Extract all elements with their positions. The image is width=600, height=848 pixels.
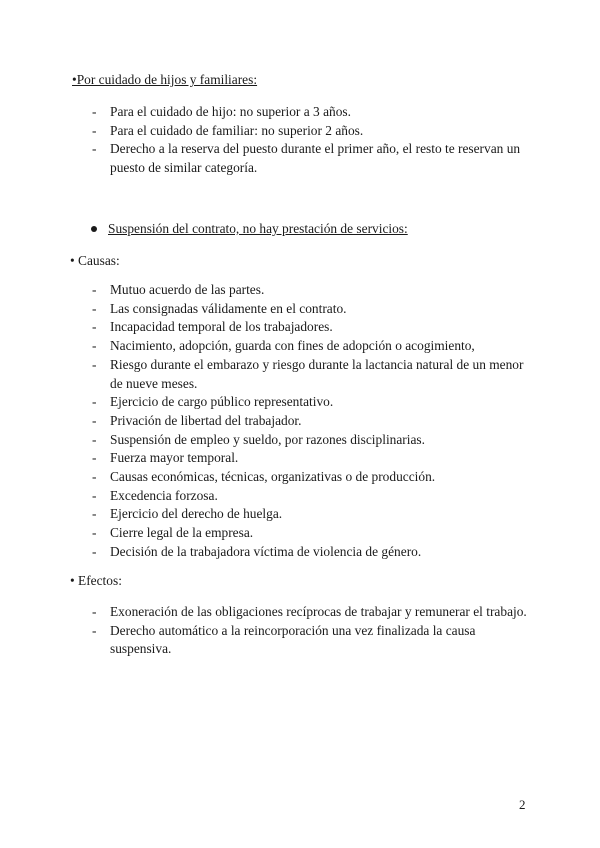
list-item: - Cierre legal de la empresa. <box>92 524 532 543</box>
list-item: - Ejercicio de cargo público representativo. <box>92 393 532 412</box>
list-item: - Incapacidad temporal de los trabajadores. <box>92 318 532 337</box>
list-item: - Para el cuidado de hijo: no superior a 3 años. <box>92 103 532 122</box>
suspension-heading-text: Suspensión del contrato, no hay prestación de servicios: <box>108 221 408 236</box>
causas-list <box>92 281 532 562</box>
causas-label: • Causas: <box>70 253 120 268</box>
list-item: - Las consignadas válidamente en el contrato. <box>92 300 532 319</box>
section-heading-cuidado: •Por cuidado de hijos y familiares: <box>72 72 258 87</box>
list-item: - Privación de libertad del trabajador. <box>92 412 532 431</box>
list-item: - Suspensión de empleo y sueldo, por razones disciplinarias. <box>92 431 532 450</box>
list-item: - Derecho a la reserva del puesto durante el primer año, el resto te reservan un puesto de similar categoría. <box>92 140 532 177</box>
list-item: - Excedencia forzosa. <box>92 487 532 506</box>
section-heading-suspension <box>91 221 408 237</box>
list-item: - Causas económicas, técnicas, organizativas o de producción. <box>92 468 532 487</box>
list-item: - Mutuo acuerdo de las partes. <box>92 281 532 300</box>
list-item: - Exoneración de las obligaciones recíprocas de trabajar y remunerar el trabajo. <box>92 603 532 622</box>
efectos-list <box>92 603 532 659</box>
list-item: - Decisión de la trabajadora víctima de violencia de género. <box>92 543 532 562</box>
list-item: - Fuerza mayor temporal. <box>92 449 532 468</box>
list-item: - Derecho automático a la reincorporación una vez finalizada la causa suspensiva. <box>92 622 532 659</box>
bullet-dot-icon <box>91 226 97 232</box>
page-number: 2 <box>519 797 526 812</box>
list-item: - Riesgo durante el embarazo y riesgo durante la lactancia natural de un menor de nueve meses. <box>92 356 532 393</box>
list-item: - Nacimiento, adopción, guarda con fines de adopción o acogimiento, <box>92 337 532 356</box>
efectos-label: • Efectos: <box>70 573 122 588</box>
cuidado-list <box>92 103 532 178</box>
list-item: - Ejercicio del derecho de huelga. <box>92 505 532 524</box>
list-item: - Para el cuidado de familiar: no superior 2 años. <box>92 122 532 141</box>
